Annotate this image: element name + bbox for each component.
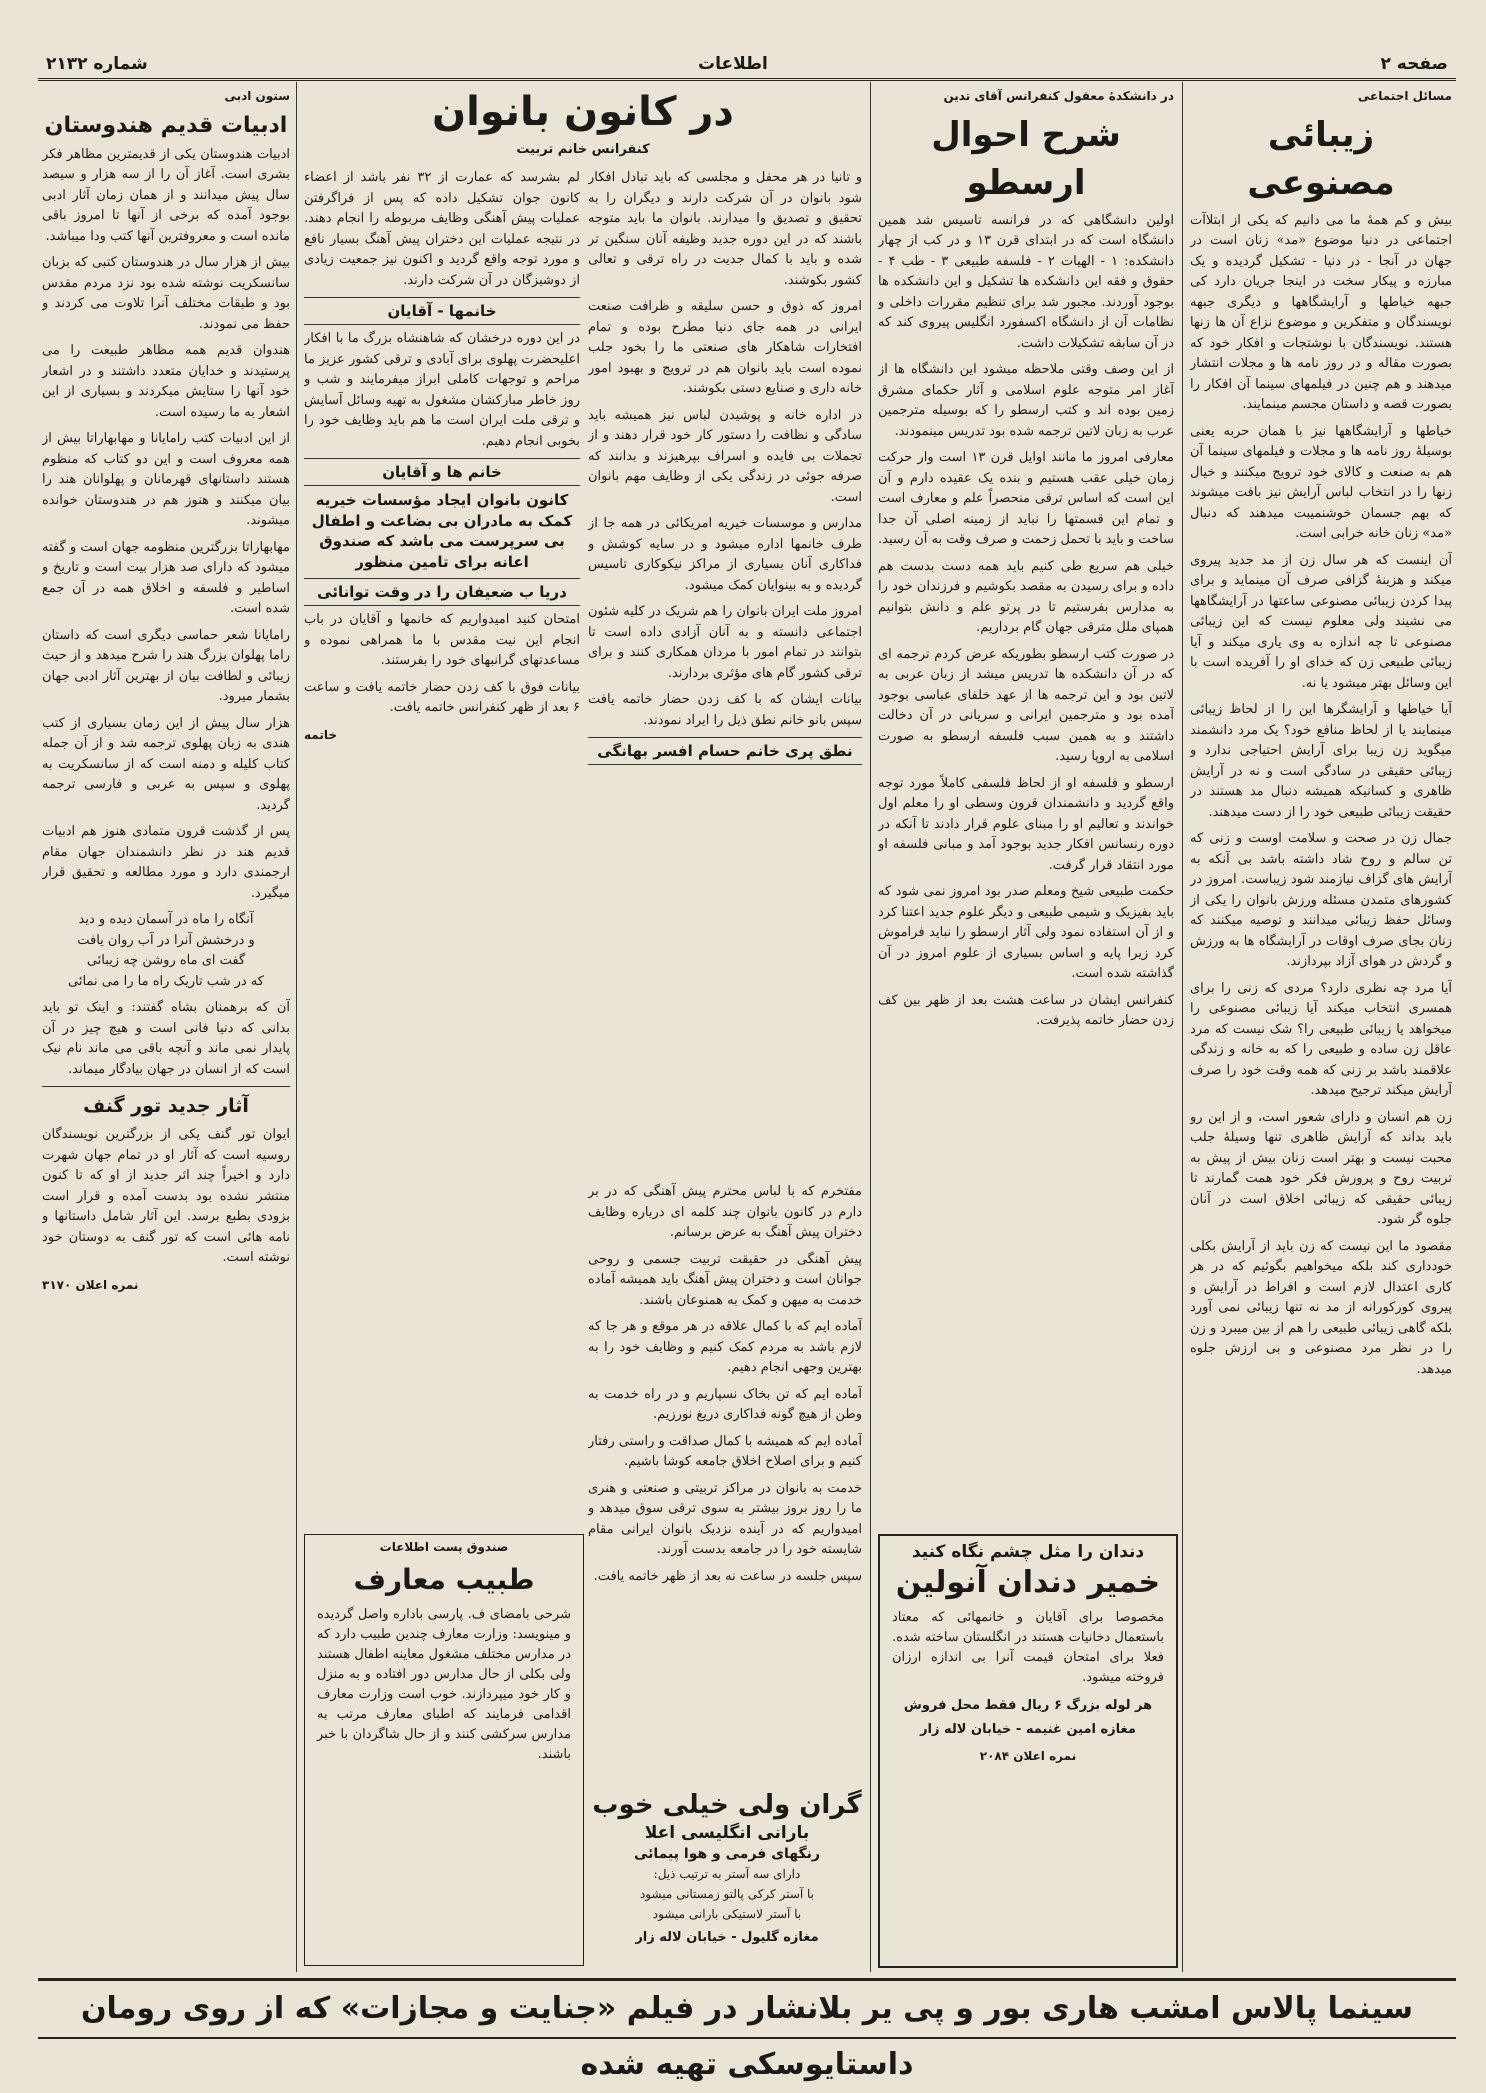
signature: خاتمه <box>304 727 337 742</box>
poem-line: آنگاه را ماه در آسمان دیده و دید <box>78 912 254 927</box>
paragraph: هزار سال پیش از این زمان بسیاری از کتب هندی به زبان پهلوی ترجمه شد و از آن جمله کتاب کلیله و دمنه است که از سانسکریت به پهلوی و سپس به عربی و فارسی ترجمه گردید. <box>42 715 290 813</box>
newspaper-page <box>38 48 1456 2082</box>
paragraph: لم بشرسد که عمارت از ۳۲ نفر باشد از اعضاء کانون جوان تشکیل داده که پس از فراگرفتن عملیات پیش آهنگی وظایف مربوطه را انجام دهند. در نتیجه عملیات این دختران پیش آهنگ بسیار نافع و مورد توجه واقع گردید و اکنون نیز جمعیت زیادی از دوشیزگان در آن شرکت دارند. <box>304 170 580 288</box>
article-women-header <box>304 84 862 164</box>
ad-title: گران ولی خیلی خوب <box>592 1790 862 1820</box>
sub-heading: خانمها - آقایان <box>304 297 580 325</box>
paragraph: بیش و کم همهٔ ما می دانیم که یکی از ابتلاآت اجتماعی در دنیا موضوع «مد» زنان است در جهان در آنجا - در دنیا - تشکیل گردیده و یک مبارزه و پیکار سخت در اینجا جریان دارد کی جبهه خیاطها و آرایشگاهها و دیگری جبهه نویسندگان و متفکرین و موضوع نزاع آن ها زنها هستند. نویسندگان با نوشتجات و افکار خود که بصورت مقاله و در روز نامه ها و مجلات انتشار میدهند و هم چنین در فیلمهای سینما آن افکار را بصورت قصه و داستان مجسم مینمایند. <box>1190 212 1452 412</box>
sub-heading: آثار جدید تور گنف <box>42 1086 290 1121</box>
ad-line: با آستر لاستیکی بارانی میشود <box>652 1907 802 1921</box>
ad-price: هر لوله بزرگ ۶ ریال فقط محل فروش <box>903 1698 1153 1713</box>
poem-line: گفت ای ماه روشن چه زیبائی <box>86 953 246 968</box>
ad-shop: مغازه گلیول - خیابان لاله زار <box>635 1930 819 1945</box>
speech-heading-2: کانون بانوان ایجاد مؤسسات خیریه کمک به مادران بی بضاعت و اطفال بی سرپرست می باشد که صندوق اعانه برای تامین منظور <box>311 491 573 571</box>
paragraph: اولین دانشگاهی که در فرانسه تاسیس شد همین دانشگاه است که در ابتدای قرن ۱۳ و در کب از چهار دانشکده: ۱ - الهیات ۲ - فلسفه طبیعی ۳ - طب ۴ - حقوق و فقه این دانشکده ها تشکیل و این دانشکده ها بوجود آوردند. مجبور شد برای تنظیم مقررات داخلی و نظامات آن از دانشگاه اکسفورد انگلیس پیروی کند که در آن سابقه تشکیلات داشت. <box>878 212 1174 351</box>
ad-subtitle: بارانی انگلیسی اعلا <box>644 1823 810 1843</box>
ad-raincoat <box>592 1788 862 1964</box>
speech-byline: نطق پری خانم حسام افسر بهانگی <box>588 737 862 765</box>
article-title: شرح احوال ارسطو <box>931 114 1121 203</box>
paragraph: مدارس و موسسات خیریه امریکائی در همه جا از طرف خانمها اداره میشود و در سایه کوشش و فداکاری آنان بسیاری از مراکز نیکوکاری تاسیس گردیده و به بینوایان کمک میشود. <box>588 516 862 593</box>
paragraph: آن اینست که هر سال زن از مد جدید پیروی میکند و هزینهٔ گزافی صرف آن مینماید و برای پیدا کردن زیبائی مصنوعی ساعتها در آرایشگاهها می نشیند ولی معلوم نیست که این زیبائی مصنوعی تا چه اندازه به وی یاری میکند و آیا زیبائی طبیعی زن که خدای او را آفریده است با این وسائل بهتر میشود یا نه. <box>1190 552 1452 691</box>
paragraph: امتحان کنید امیدواریم که خانمها و آقایان در باب انجام این نیت مقدس با ما همراهی نموده و مساعدتهای گرانبهای خود را بفرستند. <box>304 612 580 668</box>
paragraph: از این ادبیات کتب رامایانا و مهابهاراتا بیش از همه معروف است و این دو کتاب که منظوم هستند داستانهای قهرمانان و پهلوانان هند را بیان میکنند و هنوز هم در هندوستان خوانده میشوند. <box>42 431 290 528</box>
paragraph: مهابهاراتا بزرگترین منظومه جهان است و گفته میشود که دارای صد هزار بیت است و تاریخ و اساطیر و فلسفه و اخلاق همه در آن جمع شده است. <box>42 539 290 616</box>
column-rule <box>870 82 871 1972</box>
ad-line: دارای سه آستر به ترتیب ذیل: <box>653 1867 801 1881</box>
page-header <box>38 48 1456 81</box>
paragraph: آیا مرد چه نظری دارد؟ مردی که زنی را برای همسری انتخاب میکند آیا زیبائی مصنوعی را میخواهد یا زیبائی طبیعی را؟ شک نیست که مرد عاقل زن ساده و طبیعی را که به خانه و زندگی علاقمند باشد بر زنی که همه وقت خود را صرف آرایش میکند ترجیح میدهد. <box>1190 980 1452 1098</box>
article-women-speech <box>588 1182 862 1782</box>
paragraph: ایوان تور گنف یکی از بزرگترین نویسندگان روسیه است که آثار او در تمام جهان شهرت دارد و اخیراً چند اثر جدید از او که تا کنون منتشر نشده بود بدست آمده و قرار است بزودی بطبع برسد. این آثار شامل داستانها و نامه هائی است که تور گنف به دوستان خود نوشته است. <box>42 1127 290 1265</box>
section-label: ستون ادبی <box>224 89 290 103</box>
paper-name: اطلاعات <box>698 54 768 74</box>
paragraph: خیلی هم سریع طی کنیم باید همه دست بدست هم داده و برای رسیدن به مقصد بکوشیم و فرزندان خود را به مدارس بفرستیم تا در پرتو علم و دانش بتوانیم همپای ملل مترقی جهان گام برداریم. <box>878 558 1174 635</box>
article-byline: کنفرانس خانم تربیت <box>516 142 650 157</box>
ad-number: نمره اعلان ۳۱۷۰ <box>42 1277 139 1292</box>
ad-subtitle-2: رنگهای فرمی و هوا پیمائی <box>633 1846 820 1862</box>
paragraph: ادبیات هندوستان یکی از قدیمترین مظاهر فکر بشری است. آغاز آن را از سه هزار و سیصد سال پیش میدانند و از همان زمان آثار ادبی بوجود آمده که برخی از آنها تا امروز باقی مانده است و معروفترین آنها کتب ودا میباشد. <box>42 146 290 244</box>
notice-body: شرحی بامضای ف. پارسی باداره واصل گردیده و مینویسد: وزارت معارف چندین طبیب دارد که در مدارس مختلف مشغول معاینه اطفال هستند ولی بکلی از حال مدارس دور افتاده و به منزل و کار خود میپردازند. خوب است وزارت معارف اقدامی فرمایند که اطبای معارف مرتب به مدارس سرکشی کنند و از حال شاگردان با خبر باشند. <box>317 1607 571 1762</box>
column-rule <box>1182 82 1183 1972</box>
article-women-col-right <box>588 168 862 1178</box>
notice-doctor <box>304 1534 584 1966</box>
article-title: زیبائی مصنوعی <box>1247 114 1395 203</box>
paragraph: پس از گذشت قرون متمادی هنوز هم ادبیات قدیم هند در نظر دانشمندان جهان مقام ارجمندی دارد و مورد مطالعه و تحقیق قرار میگیرد. <box>42 824 290 901</box>
article-title: ادبیات قدیم هندوستان <box>44 112 288 138</box>
paragraph: آماده ایم که تن بخاک نسپاریم و در راه خدمت به وطن از هیچ گونه فداکاری دریغ نورزیم. <box>588 1386 862 1422</box>
paragraph: آماده ایم که همیشه با کمال صداقت و راستی رفتار کنیم و برای اصلاح اخلاق جامعه کوشا باشیم. <box>588 1433 862 1469</box>
paragraph: بیانات فوق با کف زدن حضار خاتمه یافت و ساعت ۶ بعد از ظهر کنفرانس خاتمه یافت. <box>304 679 580 715</box>
paragraph: در صورت کتب ارسطو بطوریکه عرض کردم ترجمه ای که در آن دانشکده ها تدریس میشد از زبان عربی به لاتین بود و این ترجمه ها از عهد خلفای عباسی بوجود آمده بود و مترجمین ایرانی و سریانی در آن دخالت داشتند و به همین سبب فلسفه ارسطو به صورت اسلامی به اروپا رسید. <box>878 646 1174 764</box>
poem-line: و درخشش آنرا در آب روان یافت <box>77 932 255 948</box>
article-women-col-left <box>304 168 580 1178</box>
article-aristotle <box>878 84 1174 1524</box>
poem-line: که در شب تاریک راه ما را می نمائی <box>68 973 264 989</box>
speech-heading: خانم ها و آقایان <box>304 458 580 486</box>
cinema-banner: سینما پالاس امشب هاری بور و پی یر بلانشار در فیلم «جنایت و مجازات» که از روی رومان داستایوسکی تهیه شده <box>38 1978 1456 2039</box>
paragraph: زن هم انسان و دارای شعور است، و از این رو باید بداند که آرایش ظاهری تنها وسیلهٔ جلب محبت نیست و بهتر است زنان بیش از پیش به تربیت روح و پرورش فکر خود همت گمارند تا زیبائی حقیقی که زیبائی اخلاق است در آنان جلوه گر شود. <box>1190 1109 1452 1227</box>
ad-title: خمیر دندان آنولین <box>895 1565 1161 1600</box>
article-artificial-beauty <box>1190 84 1452 1972</box>
paragraph: در این دوره درخشان که شاهنشاه بزرگ ما با افکار اعلیحضرت پهلوی برای آبادی و ترقی کشور عزیز ما مراحم و توجهات کاملی ابراز میفرمایند و شب و روز خاطر مبارکشان مشغول به تهیه وسائل آسایش و ترقی ملت ایران است ما هم باید وظایف خود را بخوبی انجام دهیم. <box>304 331 580 449</box>
paragraph: کنفرانس ایشان در ساعت هشت بعد از ظهر بین کف زدن حضار خاتمه پذیرفت. <box>878 992 1174 1028</box>
paragraph: در اداره خانه و پوشیدن لباس نیز همیشه باید سادگی و نظافت را دستور کار خود قرار دهند و از تجملات بی فایده و اسراف بپرهیزند و بدانند که صرفه جوئی در زندگی یکی از وظایف مهم بانوان است. <box>588 407 862 505</box>
call-heading: دریا ب ضعیفان را در وقت توانائی <box>304 578 580 606</box>
paragraph: پیش آهنگی در حقیقت تربیت جسمی و روحی جوانان است و دختران پیش آهنگ باید همیشه آماده خدمت به میهن و کمک به همنوعان باشند. <box>588 1251 862 1308</box>
column-rule <box>296 82 297 1972</box>
paragraph: جمال زن در صحت و سلامت اوست و زنی که تن سالم و روح شاد داشته باشد بی آنکه به آرایش های گزاف نیازمند شود زیباست. امروز در کشورهای متمدن مسئله ورزش بانوان را یکی از وسائل حفظ زیبائی میدانند و توصیه میکنند که زنان بجای صرف اوقات در آرایشگاه ها به ورزش و گردش در هوای آزاد بپردازند. <box>1190 831 1452 969</box>
paragraph: آن که برهمنان بشاه گفتند: و اینک تو باید بدانی که دنیا فانی است و هیچ چیز در آن پایدار نمی ماند و آنچه باقی می ماند نام نیک است که از انسان در جهان بیادگار میماند. <box>42 1000 290 1077</box>
ad-toothpaste <box>878 1534 1178 1968</box>
paragraph: خدمت به بانوان در مراکز تربیتی و صنعتی و هنری ما را روز بروز بیشتر به سوی ترقی سوق میدهد و امیدواریم که در آینده نزدیک بانوان ایرانی مقام شایسته خود را در جامعه بدست آورند. <box>588 1480 862 1557</box>
article-kicker: در دانشکدهٔ معقول کنفرانس آقای تدین <box>943 89 1174 103</box>
paragraph: بیانات ایشان که با کف زدن حضار خاتمه یافت سپس بانو خانم نطق ذیل را ایراد نمودند. <box>588 692 862 728</box>
paragraph: امروز که ذوق و حسن سلیقه و ظرافت صنعت ایرانی در همه جای دنیا مطرح بوده و تمام افتخارات شاهکار های صنعتی ما را بخود جلب نموده است باید بانوان هم در ترویج و بهبود امور خانه داری و صنایع دستی بکوشند. <box>588 299 862 396</box>
paragraph: از این وصف وقتی ملاحظه میشود این دانشگاه ها از آغاز امر متوجه علوم اسلامی و آثار حکمای مشرق زمین بوده اند و کتب ارسطو را که بوسیله مترجمین عرب به زبان لاتین ترجمه شده بود تدریس مینمودند. <box>878 362 1174 439</box>
paragraph: امروز ملت ایران بانوان را هم شریک در کلیه شئون اجتماعی دانسته و به آنان آزادی داده است تا بتوانند در تمام امور با مردان همکاری کنند و برای ترقی کشور گام های مؤثری بردارند. <box>588 604 862 681</box>
ad-tagline: دندان را مثل چشم نگاه کنید <box>911 1542 1145 1562</box>
paragraph: خیاطها و آرایشگاهها نیز با همان حربه یعنی بوسیلهٔ روز نامه ها و مجلات و فیلمهای سینما آن هم به صنعت و کالای خود ترویج میکنند و خیال زنها را در انتخاب لباس آرایش نیز بافت میشوند که بهم جسمان خوشنمیبت میدهند که دنبال «مد» زنان خانه خرابی است. <box>1190 423 1452 541</box>
section-label: مسائل اجتماعی <box>1357 89 1452 103</box>
notice-title: طبیب معارف <box>353 1563 535 1596</box>
page-label: صفحه ۲ <box>1380 54 1448 74</box>
poem <box>42 910 290 992</box>
paragraph: آماده ایم که با کمال علاقه در هر موقع و هر جا که لازم باشد به مردم کمک کنیم و وظایف خود را به بهترین وجهی انجام دهیم. <box>588 1319 862 1375</box>
paragraph: رامایانا شعر حماسی دیگری است که داستان راما پهلوان بزرگ هند را شرح میدهد و از حیث زیبائی و لطافت بیان از بهترین آثار ادبی جهان بشمار میرود. <box>42 627 290 704</box>
paragraph: سپس جلسه در ساعت نه بعد از ظهر خاتمه یافت. <box>593 1568 862 1584</box>
ad-body: مخصوصا برای آقایان و خانمهائی که معتاد باستعمال دخانیات هستند در انگلستان ساخته شده. فعلا برای امتحان قیمت آنرا بی اندازه ارزان فروخته میشود. <box>892 1610 1164 1685</box>
paragraph: بیش از هزار سال در هندوستان کتبی که بزبان سانسکریت نوشته شده بود نزد مردم مقدس بود و طبقات مختلف آنرا تلاوت می کردند و حفظ می نمودند. <box>42 255 290 332</box>
paragraph: هندوان قدیم همه مظاهر طبیعت را می پرستیدند و خدایان متعدد داشتند و در اشعار خود آنها را ستایش میکردند و بسیاری از این اشعار به ما رسیده است. <box>42 343 290 420</box>
paragraph: مفتخرم که با لباس محترم پیش آهنگی که در بر دارم در کانون بانوان چند کلمه ای درباره وظایف دختران پیش آهنگ به عرض برسانم. <box>588 1184 862 1240</box>
notice-kicker: صندوق پست اطلاعات <box>379 1540 509 1554</box>
article-title: در کانون بانوان <box>432 89 734 135</box>
ad-line: با آستر کرکی پالتو زمستانی میشود <box>639 1887 815 1901</box>
ad-shop: مغازه امین غنیمه - خیابان لاله زار <box>920 1722 1136 1737</box>
paragraph: حکمت طبیعی شیخ ومعلم صدر بود امروز نمی شود که باید بفیزیک و شیمی طبیعی و دیگر علوم جدید اعتنا کرد و از آن استفاده نمود ولی آثار ارسطو را نباید فراموش کرد زیرا پایه و اساس بسیاری از علوم امروز در آن گذاشته شده است. <box>878 884 1174 981</box>
ad-number: نمره اعلان ۲۰۸۴ <box>979 1749 1077 1763</box>
paragraph: و تانیا در هر محفل و مجلسی که باید تبادل افکار شود بانوان در آن شرکت دارند و دیگران را به تحقیق و تصدیق وا میدارند. بانوان ما باید متوجه باشند که در این دوره جدید وظیفه آنان سنگین تر شده و باید با کمال جدیت در راه ترقی و تعالی کشور بکوشند. <box>588 170 862 288</box>
issue-number: شماره ۲۱۳۲ <box>46 54 148 74</box>
article-indian-literature <box>42 84 290 1972</box>
paragraph: آیا خیاطها و آرایشگرها این را از لحاظ زیبائی مینمایند یا از لحاظ منافع خود؟ یک مرد دانشمند میگوید زن زیبا برای آرایش احتیاجی ندارد و زیبائی حقیقی در سادگی است و نه در آرایش ظاهری و کسانیکه همیشه دنبال مد هستند در حقیقت زیبائی طبیعی خود را از دست میدهند. <box>1190 702 1452 820</box>
paragraph: مقصود ما این نیست که زن باید از آرایش بکلی خودداری کند بلکه میخواهیم بگوئیم که در هر کاری اعتدال لازم است و افراط در آرایش و پیروی کورکورانه از مد نه تنها زیبائی نمی آورد بلکه گاهی زیبائی طبیعی را هم از بین میبرد و زن را در نظر مرد مصنوعی و بی ارزش جلوه میدهد. <box>1190 1238 1452 1377</box>
paragraph: معارفی امروز ما مانند اوایل قرن ۱۳ است وار حرکت زمان خیلی عقب هستیم و بنده یک عقیده دارم و آن این است که اساس ترقی منحصراً علم و معارف است و تمام این قسمتها را نباید از زمینه اصلی آن جدا ساخت و باید با تحمل زحمت و صرف وقت به آن رسید. <box>878 450 1174 547</box>
paragraph: ارسطو و فلسفه او از لحاظ فلسفی کاملاً مورد توجه واقع گردید و دانشمندان قرون وسطی او را معلم اول خواندند و تعالیم او را مبنای علوم قرار دادند تا آنکه در دوره رنسانس افکار جدید بوجود آمد و مبانی فلسفه او مورد انتقاد قرار گرفت. <box>878 775 1174 873</box>
